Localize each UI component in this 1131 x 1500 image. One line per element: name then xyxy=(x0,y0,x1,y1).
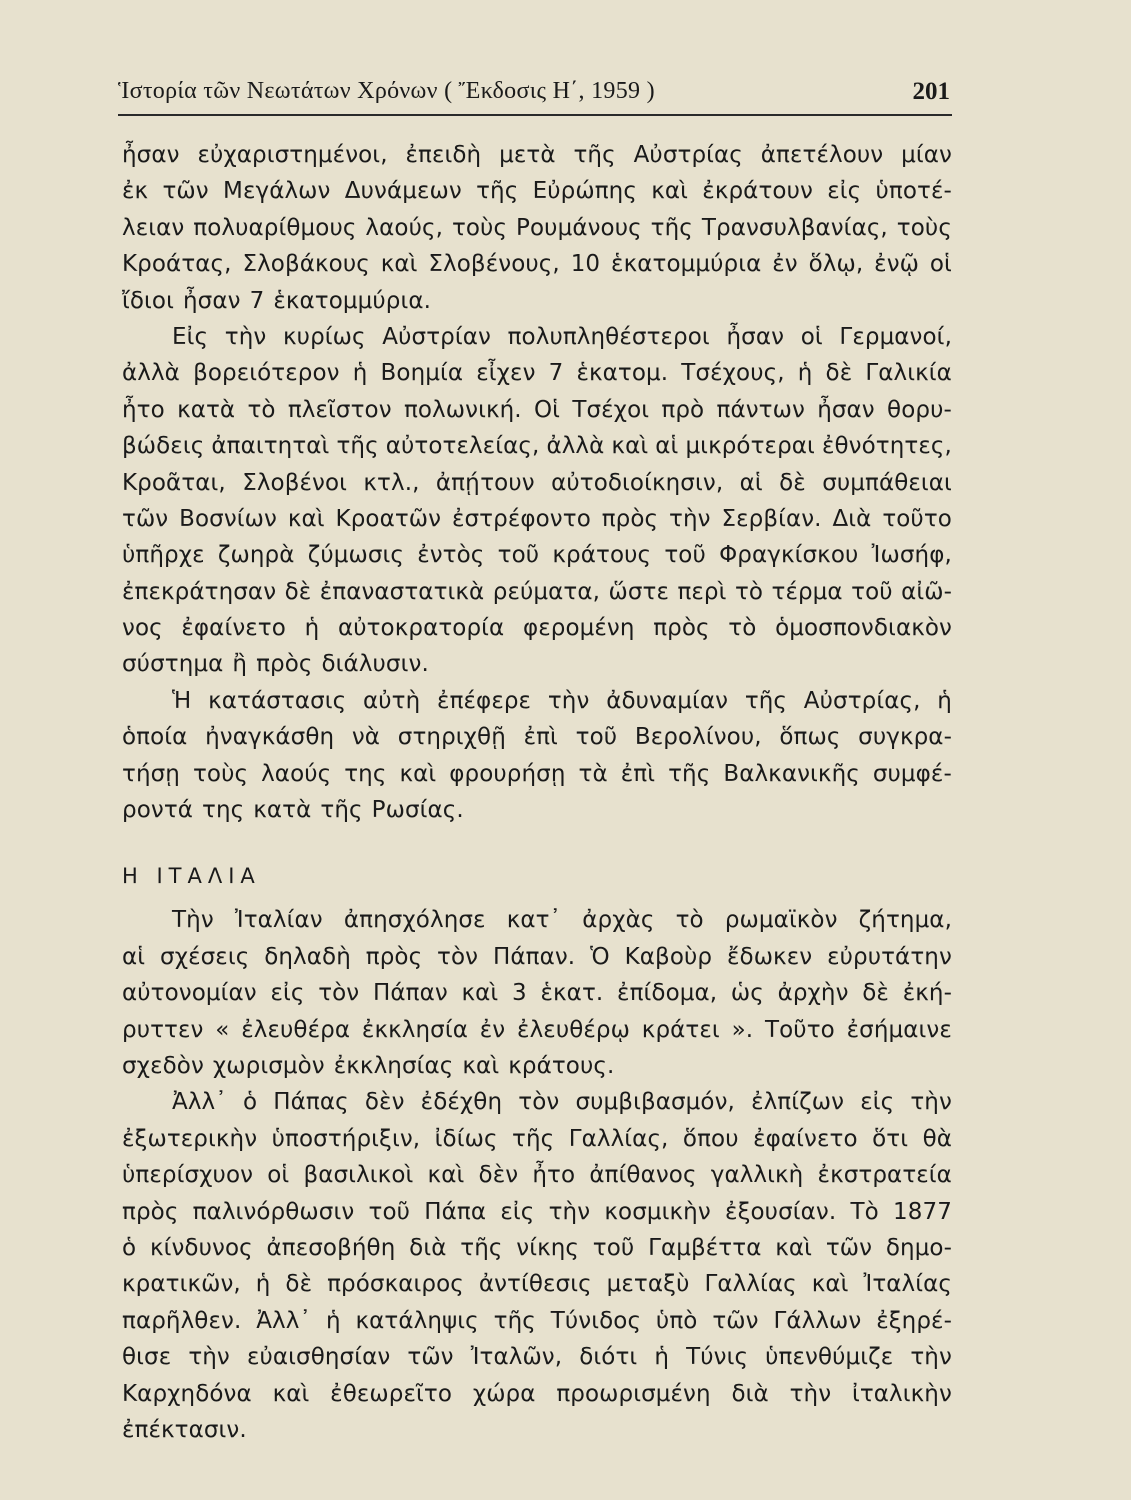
text-line: ἴδιοι ἦσαν 7 ἑκατομμύρια. xyxy=(122,287,432,314)
text-line: Καρχηδόνα καὶ ἐθεωρεῖτο χώρα προωρισμένη διὰ τὴν ἰταλικὴν xyxy=(122,1380,952,1407)
text-line: βώδεις ἀπαιτηταὶ τῆς αὐτοτελείας, ἀλλὰ καὶ αἱ μικρότεραι ἐθνότητες, xyxy=(122,433,952,460)
text-line: Τὴν Ἰταλίαν ἀπησχόλησε κατ᾿ ἀρχὰς τὸ ρωμαϊκὸν ζήτημα, xyxy=(172,907,952,934)
page-header xyxy=(118,78,954,112)
text-line: ἦσαν εὐχαριστημένοι, ἐπειδὴ μετὰ τῆς Αὐστρίας ἀπετέλουν μίαν xyxy=(122,142,952,168)
section-italy-text xyxy=(122,902,952,1448)
text-line: ὁ κίνδυνος ἀπεσοβήθη διὰ τῆς νίκης τοῦ Γαμβέττα καὶ τῶν δημο- xyxy=(122,1234,952,1261)
text-line: θισε τὴν εὐαισθησίαν τῶν Ἰταλῶν, διότι ἡ Τύνις ὑπενθύμιζε τὴν xyxy=(122,1344,952,1371)
text-line: σύστημα ἢ πρὸς διάλυσιν. xyxy=(122,651,429,678)
text-line: λειαν πολυαρίθμους λαούς, τοὺς Ρουμάνους τῆς Τρανσυλβανίας, τοὺς xyxy=(122,214,952,241)
text-line: ἦτο κατὰ τὸ πλεῖστον πολωνική. Οἱ Τσέχοι πρὸ πάντων ἦσαν θορυ- xyxy=(122,396,952,423)
text-line: Ἀλλ᾿ ὁ Πάπας δὲν ἐδέχθη τὸν συμβιβασμόν, ἐλπίζων εἰς τὴν xyxy=(172,1089,952,1116)
text-line: παρῆλθεν. Ἀλλ᾿ ἡ κατάληψις τῆς Τύνιδος ὑπὸ τῶν Γάλλων ἐξηρέ- xyxy=(122,1307,952,1334)
section-heading: Η ΙΤΑΛΙΑ xyxy=(122,864,261,889)
text-line: νος ἐφαίνετο ἡ αὐτοκρατορία φερομένη πρὸς τὸ ὁμοσπονδιακὸν xyxy=(122,615,952,642)
text-line: αἱ σχέσεις δηλαδὴ πρὸς τὸν Πάπαν. Ὁ Καβοὺρ ἔδωκεν εὐρυτάτην xyxy=(122,943,952,970)
header-rule xyxy=(118,114,952,116)
text-line: ἐπέκτασιν. xyxy=(122,1416,247,1443)
text-line: ὑπῆρχε ζωηρὰ ζύμωσις ἐντὸς τοῦ κράτους τοῦ Φραγκίσκου Ἰωσήφ, xyxy=(122,542,952,569)
text-line: ἀλλὰ βορειότερον ἡ Βοημία εἶχεν 7 ἑκατομ. Τσέχους, ἡ δὲ Γαλικία xyxy=(122,360,952,387)
page-body xyxy=(122,137,952,1448)
text-line: τήσῃ τοὺς λαούς της καὶ φρουρήσῃ τὰ ἐπὶ τῆς Βαλκανικῆς συμφέ- xyxy=(122,760,952,787)
running-title: Ἱστορία τῶν Νεωτάτων Χρόνων ( Ἔκδοσις Η΄, 1959 ) xyxy=(118,78,655,104)
text-line: ἐκ τῶν Μεγάλων Δυνάμεων τῆς Εὐρώπης καὶ ἐκράτουν εἰς ὑποτέ- xyxy=(122,178,952,205)
text-line: ἐπεκράτησαν δὲ ἐπαναστατικὰ ρεύματα, ὥστε περὶ τὸ τέρμα τοῦ αἰῶ- xyxy=(122,578,952,605)
text-line: ὁποία ἠναγκάσθη νὰ στηριχθῇ ἐπὶ τοῦ Βερολίνου, ὅπως συγκρα- xyxy=(122,724,952,751)
text-line: ρυττεν « ἐλευθέρα ἐκκλησία ἐν ἐλευθέρῳ κράτει ». Τοῦτο ἐσήμαινε xyxy=(122,1016,952,1043)
text-line: Ἡ κατάστασις αὐτὴ ἐπέφερε τὴν ἀδυναμίαν τῆς Αὐστρίας, ἡ xyxy=(172,687,952,714)
text-line: ἐξωτερικὴν ὑποστήριξιν, ἰδίως τῆς Γαλλίας, ὅπου ἐφαίνετο ὅτι θὰ xyxy=(122,1125,952,1152)
section-austria-text xyxy=(122,137,952,828)
text-line: Κροᾶται, Σλοβένοι κτλ., ἀπῄτουν αὐτοδιοίκησιν, αἱ δὲ συμπάθειαι xyxy=(122,469,952,496)
text-line: ροντά της κατὰ τῆς Ρωσίας. xyxy=(122,797,464,824)
text-line: κρατικῶν, ἡ δὲ πρόσκαιρος ἀντίθεσις μεταξὺ Γαλλίας καὶ Ἰταλίας xyxy=(122,1271,952,1298)
text-line: Εἰς τὴν κυρίως Αὐστρίαν πολυπληθέστεροι ἦσαν οἱ Γερμανοί, xyxy=(172,323,952,350)
text-line: σχεδὸν χωρισμὸν ἐκκλησίας καὶ κράτους. xyxy=(122,1052,615,1079)
text-line: αὐτονομίαν εἰς τὸν Πάπαν καὶ 3 ἑκατ. ἐπίδομα, ὡς ἀρχὴν δὲ ἐκή- xyxy=(122,980,952,1007)
text-line: Κροάτας, Σλοβάκους καὶ Σλοβένους, 10 ἑκατομμύρια ἐν ὅλῳ, ἐνῷ οἱ xyxy=(122,251,952,278)
text-line: τῶν Βοσνίων καὶ Κροατῶν ἐστρέφοντο πρὸς τὴν Σερβίαν. Διὰ τοῦτο xyxy=(122,505,952,532)
text-line: πρὸς παλινόρθωσιν τοῦ Πάπα εἰς τὴν κοσμικὴν ἐξουσίαν. Τὸ 1877 xyxy=(122,1198,952,1225)
text-line: ὑπερίσχυον οἱ βασιλικοὶ καὶ δὲν ἦτο ἀπίθανος γαλλικὴ ἐκστρατεία xyxy=(122,1162,952,1189)
page-number: 201 xyxy=(912,78,950,105)
